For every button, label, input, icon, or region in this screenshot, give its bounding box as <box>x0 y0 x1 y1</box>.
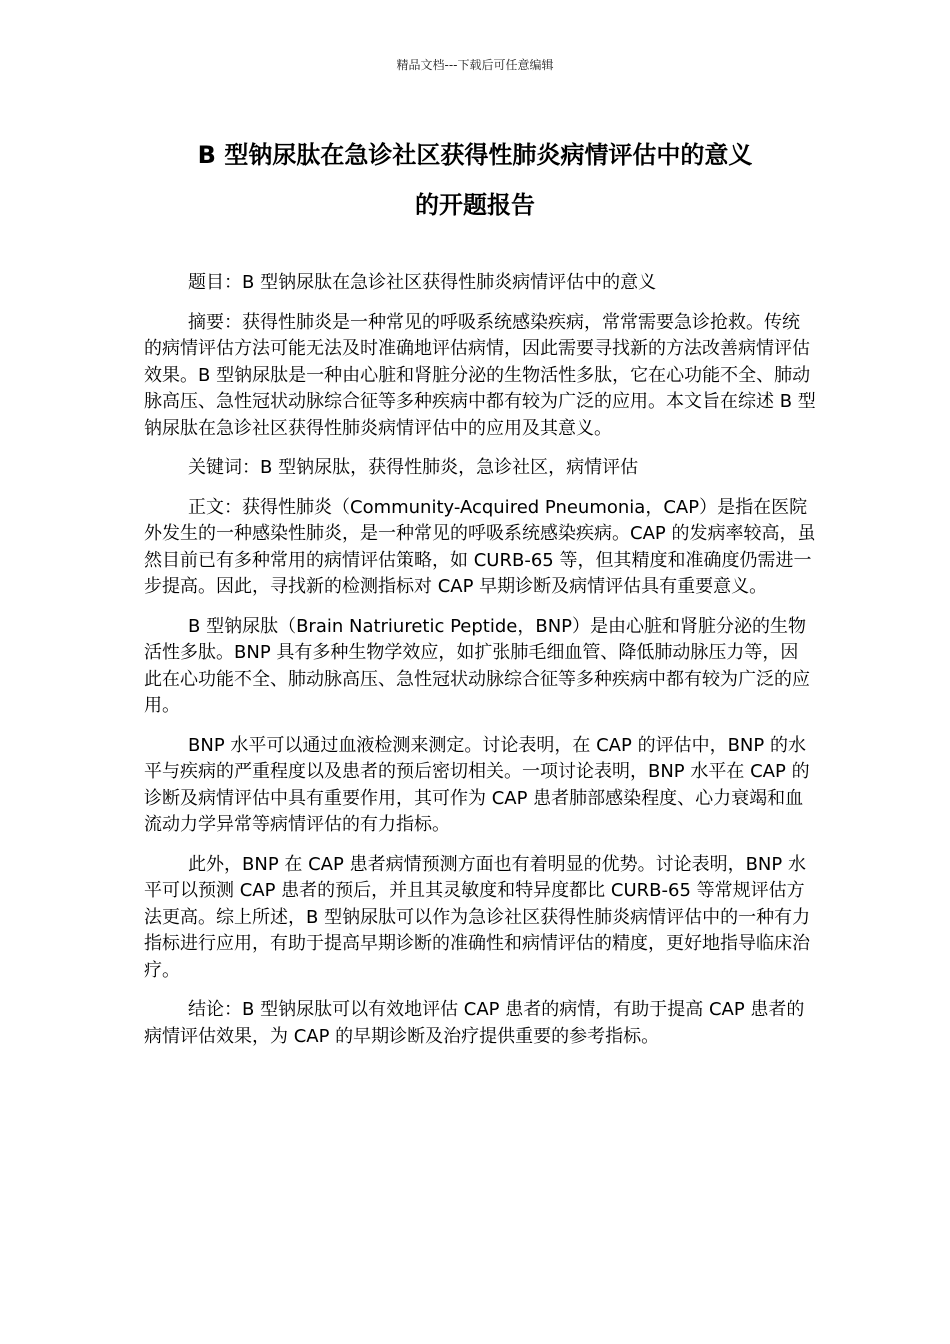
page-header: 精品文档---下载后可任意编辑 <box>396 58 554 72</box>
document-title-line-1: B 型钠尿肽在急诊社区获得性肺炎病情评估中的意义 <box>197 141 753 169</box>
main-text-paragraph-2: B 型钠尿肽（Brain Natriuretic Peptide，BNP）是由心脏和肾脏分泌的生物活性多肽。BNP 具有多种生物学效应，如扩张肺毛细血管、降低肺动脉压力等，因此在心功能不全、肺动脉高压、急性冠状动脉综合征等多种疾病中都有较为广泛的应用。 <box>144 615 810 716</box>
document-title <box>120 130 830 230</box>
main-text-paragraph-3: BNP 水平可以通过血液检测来测定。讨论表明，在 CAP 的评估中，BNP 的水平与疾病的严重程度以及患者的预后密切相关。一项讨论表明，BNP 水平在 CAP 的诊断及病情评估中具有重要作用，其可作为 CAP 患者肺部感染程度、心力衰竭和血流动力学异常等病情评估的有力指标。 <box>144 734 810 835</box>
document-title-line-2: 的开题报告 <box>415 191 535 219</box>
document-body <box>144 270 816 1063</box>
conclusion-paragraph: 结论：B 型钠尿肽可以有效地评估 CAP 患者的病情，有助于提高 CAP 患者的病情评估效果，为 CAP 的早期诊断及治疗提供重要的参考指标。 <box>144 999 805 1047</box>
main-text-paragraph-4: 此外，BNP 在 CAP 患者病情预测方面也有着明显的优势。讨论表明，BNP 水平可以预测 CAP 患者的预后，并且其灵敏度和特异度都比 CURB-65 等常规评估方法更高。综上所述，B 型钠尿肽可以作为急诊社区获得性肺炎病情评估中的一种有力指标进行应用，有助于提高早期诊断的准确性和病情评估的精度，更好地指导临床治疗。 <box>144 853 811 981</box>
keywords-paragraph: 关键词：B 型钠尿肽，获得性肺炎，急诊社区，病情评估 <box>188 457 639 478</box>
abstract-paragraph: 摘要：获得性肺炎是一种常见的呼吸系统感染疾病，常常需要急诊抢救。传统的病情评估方法可能无法及时准确地评估病情，因此需要寻找新的方法改善病情评估效果。B 型钠尿肽是一种由心脏和肾脏分泌的生物活性多肽，它在心功能不全、肺动脉高压、急性冠状动脉综合征等多种疾病中都有较为广泛的应用。本文旨在综述 B 型钠尿肽在急诊社区获得性肺炎病情评估中的应用及其意义。 <box>144 311 816 439</box>
topic-paragraph: 题目：B 型钠尿肽在急诊社区获得性肺炎病情评估中的意义 <box>188 272 657 293</box>
main-text-paragraph-1: 正文：获得性肺炎（Community-Acquired Pneumonia，CAP）是指在医院外发生的一种感染性肺炎，是一种常见的呼吸系统感染疾病。CAP 的发病率较高，虽然目前已有多种常用的病情评估策略，如 CURB-65 等，但其精度和准确度仍需进一步提高。因此，寻找新的检测指标对 CAP 早期诊断及病情评估具有重要意义。 <box>144 496 816 597</box>
